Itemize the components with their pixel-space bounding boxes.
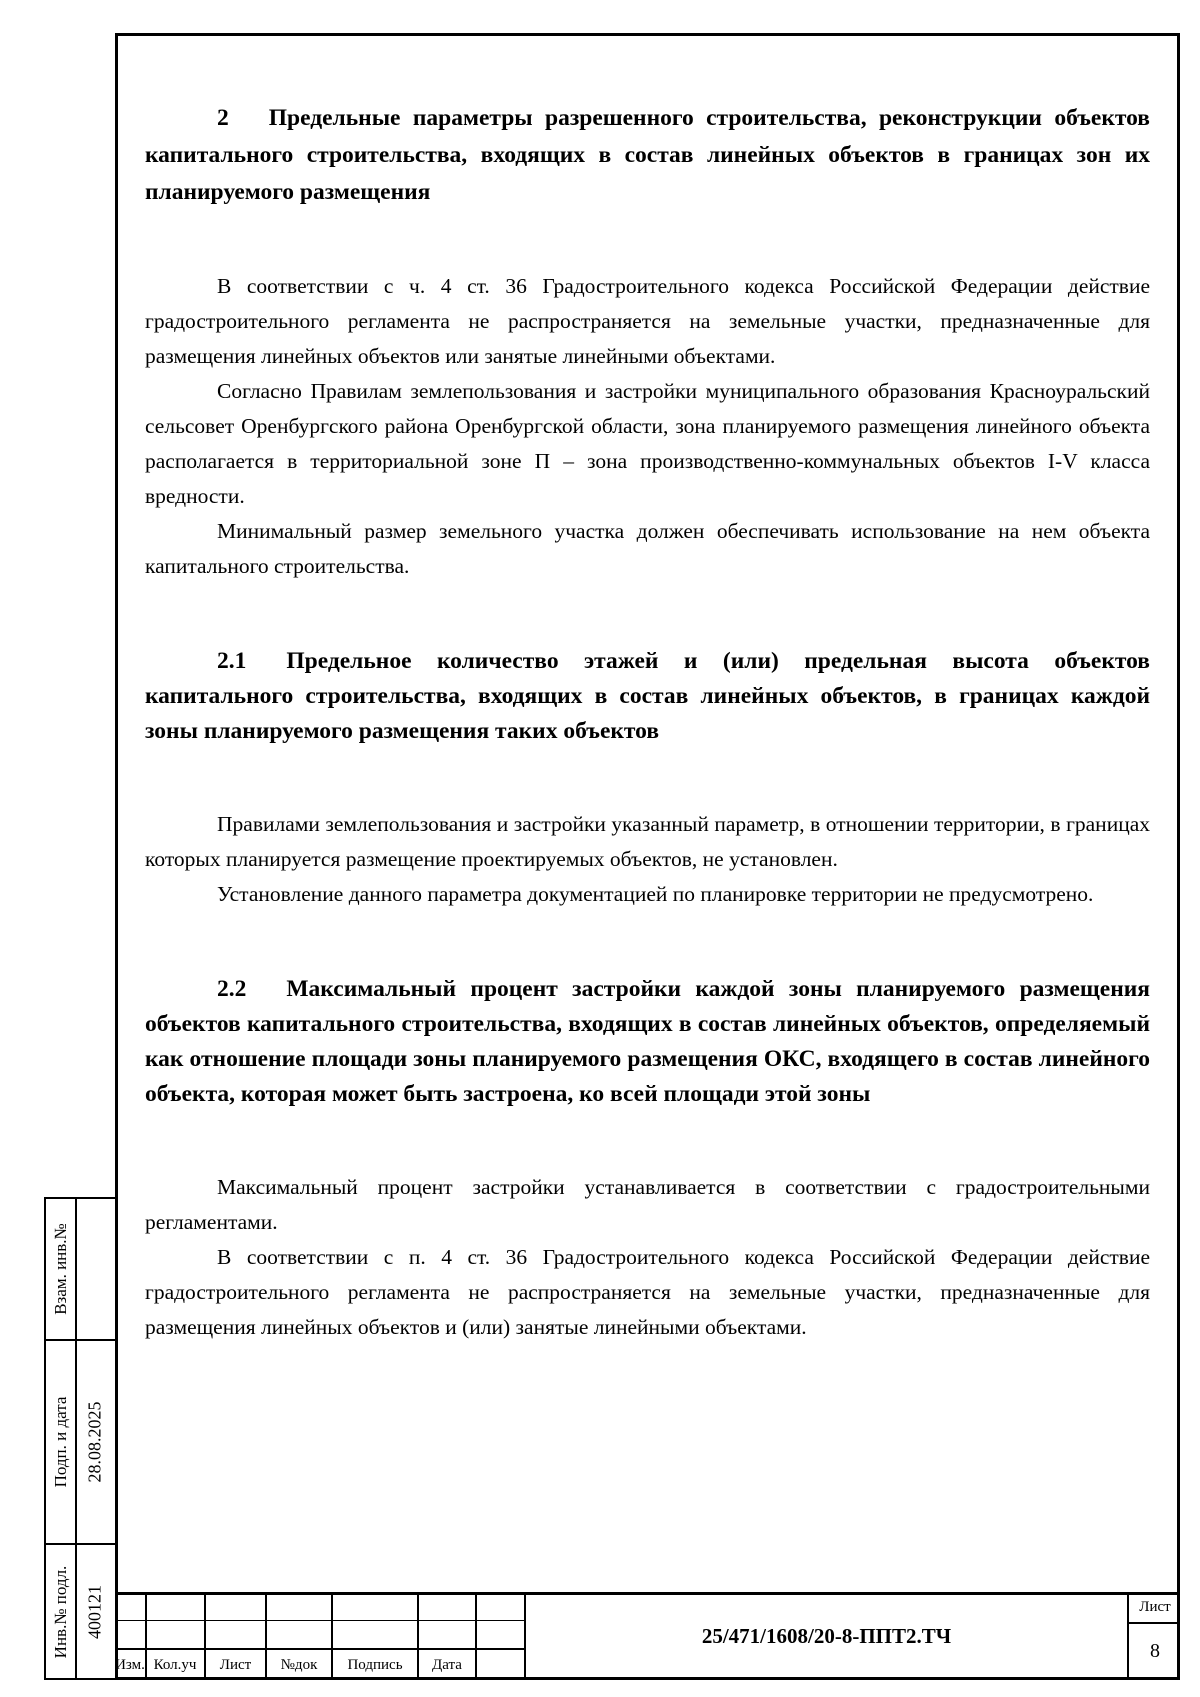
col-data: Дата [432,1657,462,1673]
document-body [145,100,1150,1345]
col-izm: Изм. [115,1657,145,1673]
sheet-number: 8 [1150,1640,1160,1662]
section-2-1-heading [145,644,1150,749]
paragraph: Правилами землепользования и застройки указанный параметр, в отношении территории, в границах которых планируется размещение проектируемых объектов, не установлен. [145,812,1150,871]
paragraph: В соответствии с ч. 4 ст. 36 Градостроительного кодекса Российской Федерации действие градостроительного регламента не распространяется на земельные участки, предназначенные для размещения линейных объектов или занятые линейными объектами. [145,274,1150,368]
section-title: Предельные параметры разрешенного строительства, реконструкции объектов капитального строительства, входящих в состав линейных объектов в границах зон их планируемого размещения [145,105,1150,205]
vzam-label: Взам. инв.№ [50,1223,70,1315]
section-2-heading [145,100,1150,211]
paragraph: В соответствии с п. 4 ст. 36 Градостроительного кодекса Российской Федерации действие градостроительного регламента не распространяется на земельные участки, предназначенные для размещения линейных объектов и (или) занятые линейными объектами. [145,1245,1150,1339]
podp-label: Подп. и дата [50,1396,70,1488]
paragraph: Минимальный размер земельного участка должен обеспечивать использование на нем объекта капитального строительства. [145,519,1150,578]
inv-label: Инв.№ подл. [50,1565,70,1658]
paragraph: Установление данного параметра документацией по планировке территории не предусмотрено. [217,882,1094,906]
paragraph: Максимальный процент застройки устанавливается в соответствии с градостроительными регламентами. [145,1175,1150,1234]
title-block [115,1592,1180,1680]
section-number: 2 [217,105,229,131]
col-list: Лист [219,1657,252,1673]
inv-value: 400121 [84,1584,105,1639]
document-code: 25/471/1608/20-8-ППТ2.ТЧ [701,1623,952,1648]
side-stamp-vzam [44,1197,115,1341]
podp-value: 28.08.2025 [84,1401,105,1483]
side-stamp-inv [44,1543,115,1680]
section-2-2-heading [145,972,1150,1112]
section-title: Предельное количество этажей и (или) предельная высота объектов капитального строительства, входящих в состав линейных объектов, в границах каждой зоны планируемого размещения таких объектов [145,648,1150,744]
section-title: Максимальный процент застройки каждой зоны планируемого размещения объектов капитального строительства, входящих в состав линейных объектов, определяемый как отношение площади зоны планируемого размещения ОКС, входящего в состав линейного объекта, которая может быть застроена, ко всей площади этой зоны [145,976,1150,1107]
col-kolch: Кол.уч [153,1657,197,1673]
sheet-label: Лист [1139,1599,1171,1615]
col-podpis: Подпись [347,1657,403,1673]
section-number: 2.1 [217,648,247,674]
section-number: 2.2 [217,976,247,1002]
paragraph: Согласно Правилам землепользования и застройки муниципального образования Красноуральский сельсовет Оренбургского района Оренбургской области, зона планируемого размещения линейного объекта располагается в территориальной зоне П – зона производственно-коммунальных объектов I-V класса вредности. [145,379,1150,508]
side-stamp-podp [44,1339,115,1545]
col-ndok: №док [280,1657,318,1673]
